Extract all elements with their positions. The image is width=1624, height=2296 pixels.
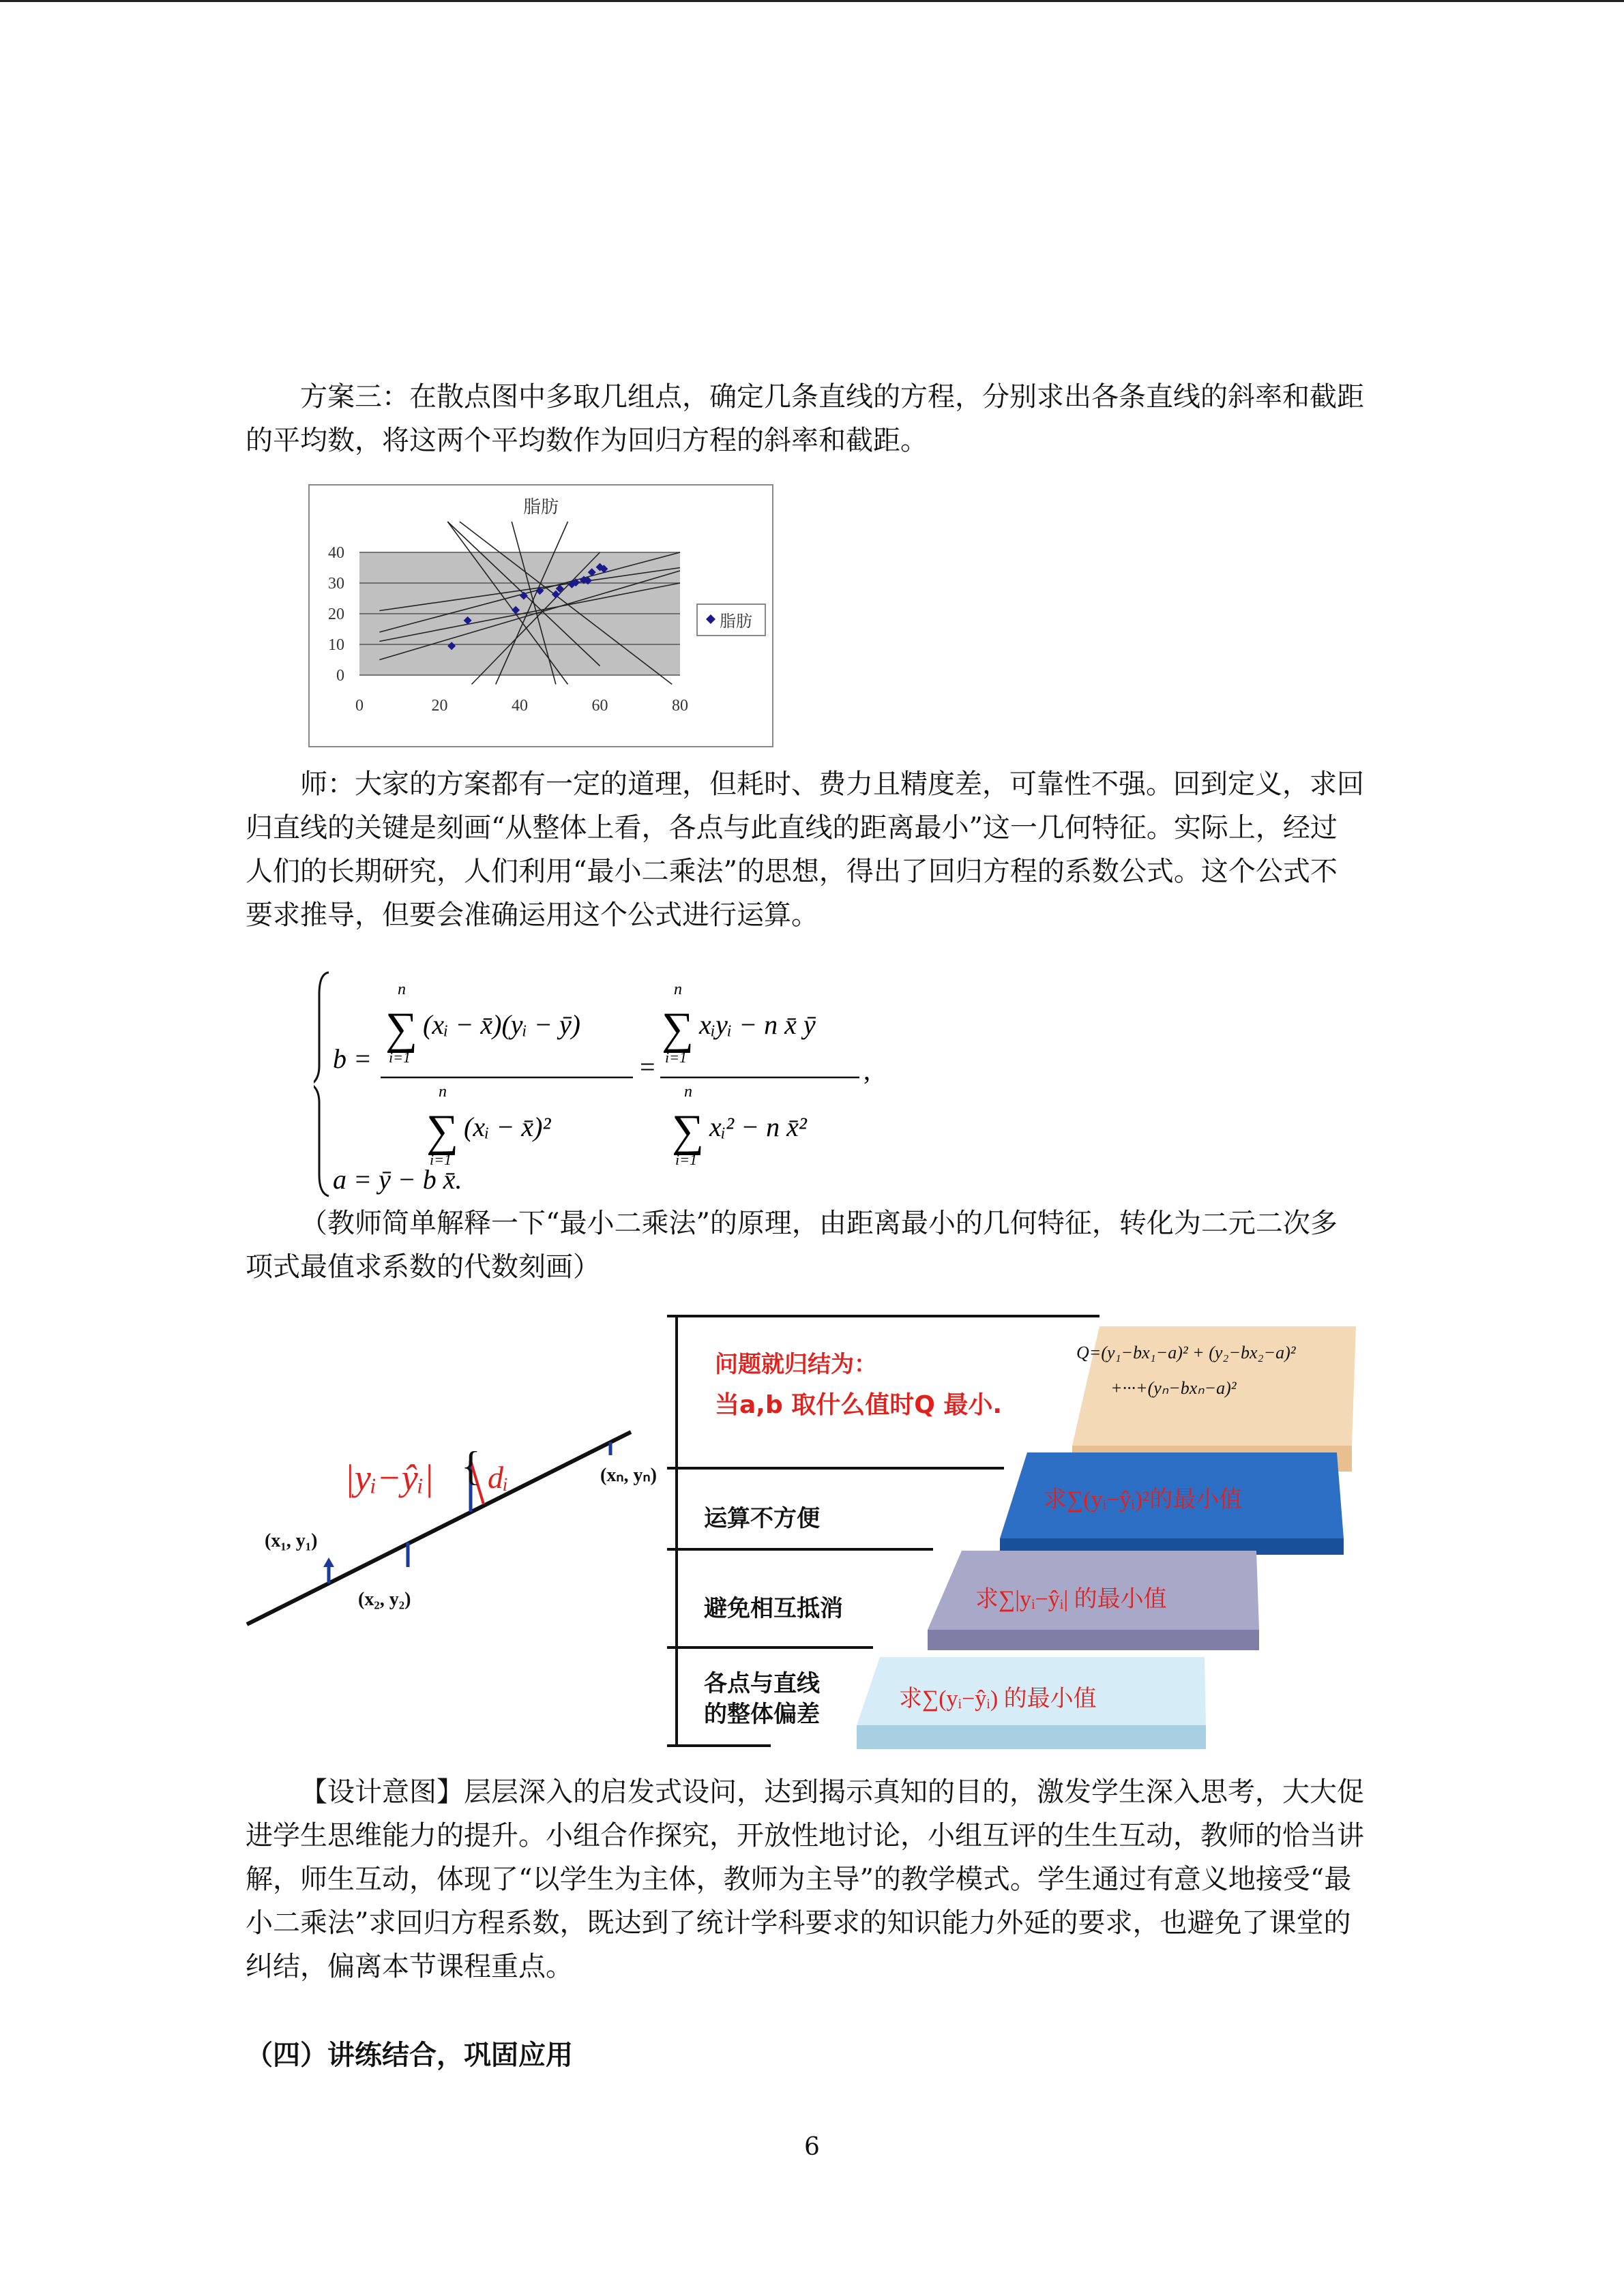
label-inconvenient: 运算不方便 bbox=[704, 1505, 820, 1532]
x-tick-label: 60 bbox=[591, 697, 608, 715]
q-formula-line-1: Q=(y₁−bx₁−a)² + (y₂−bx₂−a)² bbox=[1076, 1343, 1296, 1362]
paragraph-teacher: 师：大家的方案都有一定的道理，但耗时、费力且精度差，可靠性不强。回到定义，求回归直线的关键是刻画“从整体上看，各点与此直线的距离最小”这一几何特征。实际上，经过人们的长期研究，人们利用“最小二乘法”的思想，得出了回归方程的系数公式。这个公式不要求推导，但要会准确运用这个公式进行运算。 bbox=[246, 769, 1364, 931]
step-4 bbox=[857, 1657, 1206, 1749]
formula-sum-sub-4: i=1 bbox=[675, 1151, 697, 1168]
chart-title: 脂肪 bbox=[522, 497, 559, 517]
brace-icon: { bbox=[461, 1444, 481, 1489]
formula-sum-sub-1: i=1 bbox=[389, 1049, 411, 1066]
formula-denominator-2: xᵢ² − n x̄² bbox=[709, 1112, 807, 1142]
step-2-text: 求∑(yᵢ−ŷᵢ)²的最小值 bbox=[1044, 1487, 1243, 1512]
page-number: 6 bbox=[804, 2133, 820, 2161]
least-squares-diagram-svg bbox=[246, 1309, 1364, 1753]
y-tick-label: 10 bbox=[328, 636, 344, 654]
formula-sum-sup-3: n bbox=[674, 981, 682, 998]
q-formula-line-2: +···+(yₙ−bxₙ−a)² bbox=[1110, 1378, 1237, 1398]
formula-numerator-2: xᵢyᵢ − n x̄ ȳ bbox=[699, 1009, 816, 1040]
scatter-chart-svg bbox=[308, 484, 773, 747]
section-heading: （四）讲练结合，巩固应用 bbox=[246, 2039, 573, 2071]
step-4-side bbox=[857, 1725, 1206, 1749]
sum-icon: ∑ bbox=[662, 1004, 694, 1054]
arrow-up-icon bbox=[323, 1557, 334, 1567]
sum-icon: ∑ bbox=[385, 1004, 418, 1054]
paragraph-design-intent: 【设计意图】层层深入的启发式设问，达到揭示真知的目的，激发学生深入思考，大大促进学生思维能力的提升。小组合作探究，开放性地讨论，小组互评的生生互动，教师的恰当讲解，师生互动，体现了“以学生为主体，教师为主导”的教学模式。学生通过有意义地接受“最小二乘法”求回归方程系数，既达到了统计学科要求的知识能力外延的要求，也避免了课堂的纠结，偏离本节课程重点。 bbox=[246, 1776, 1364, 1982]
point-label-1: (x₁, y₁) bbox=[265, 1530, 318, 1551]
sum-icon: ∑ bbox=[672, 1106, 705, 1156]
y-tick-label: 0 bbox=[336, 667, 344, 685]
formula-brace bbox=[314, 972, 329, 1196]
y-tick-label: 30 bbox=[328, 575, 344, 593]
formula-a-line: a = ȳ − b x̄. bbox=[333, 1164, 462, 1195]
point-label-n: (xₙ, yₙ) bbox=[600, 1465, 657, 1486]
formula-equals: = bbox=[640, 1052, 655, 1082]
formula-sum-sup-4: n bbox=[684, 1083, 692, 1101]
label-overall-1: 各点与直线 bbox=[704, 1670, 820, 1697]
formula-sum-sup-1: n bbox=[398, 981, 406, 998]
formula-sum-sub-3: i=1 bbox=[665, 1049, 687, 1066]
step-top-line-1: 问题就归结为： bbox=[715, 1351, 877, 1378]
step-3 bbox=[928, 1551, 1259, 1650]
label-overall-2: 的整体偏差 bbox=[704, 1701, 820, 1728]
formula-sum-sub-2: i=1 bbox=[430, 1151, 452, 1168]
step-4-text: 求∑(yᵢ−ŷᵢ) 的最小值 bbox=[899, 1686, 1097, 1712]
page-top-rule bbox=[0, 0, 1624, 2]
label-avoid-cancel: 避免相互抵消 bbox=[704, 1595, 843, 1622]
formula-sum-sup-2: n bbox=[439, 1083, 447, 1101]
step-3-text: 求∑|yᵢ−ŷᵢ| 的最小值 bbox=[975, 1587, 1167, 1612]
residual-label: |yᵢ−ŷᵢ| bbox=[344, 1457, 434, 1498]
x-tick-label: 40 bbox=[512, 697, 528, 715]
step-3-side bbox=[928, 1630, 1259, 1650]
paragraph-scheme-three: 方案三：在散点图中多取几组点，确定几条直线的方程，分别求出各条直线的斜率和截距的平均数，将这两个平均数作为回归方程的斜率和截距。 bbox=[246, 381, 1364, 456]
x-tick-label: 0 bbox=[355, 697, 364, 715]
step-top-line-2: 当a,b 取什么值时Q 最小. bbox=[715, 1391, 1003, 1419]
paragraph-explain: （教师简单解释一下“最小二乘法”的原理，由距离最小的几何特征，转化为二元二次多项式最值求系数的代数刻画） bbox=[246, 1208, 1338, 1283]
formula-denominator-1: (xᵢ − x̄)² bbox=[464, 1112, 551, 1142]
x-tick-label: 80 bbox=[672, 697, 688, 715]
formula-comma: , bbox=[863, 1055, 870, 1086]
y-tick-label: 20 bbox=[328, 606, 344, 623]
distance-label: dᵢ bbox=[488, 1460, 509, 1495]
sum-icon: ∑ bbox=[426, 1106, 459, 1156]
regression-line bbox=[247, 1432, 631, 1624]
step-top bbox=[1072, 1326, 1356, 1472]
scatter-chart bbox=[308, 484, 773, 747]
least-squares-diagram bbox=[246, 1309, 1364, 1753]
x-tick-label: 20 bbox=[431, 697, 448, 715]
regression-formula bbox=[314, 967, 928, 1199]
point-label-2: (x₂, y₂) bbox=[358, 1589, 411, 1610]
step-2 bbox=[1000, 1452, 1344, 1555]
y-tick-label: 40 bbox=[328, 544, 344, 562]
legend-label: 脂肪 bbox=[720, 613, 752, 631]
formula-numerator-1: (xᵢ − x̄)(yᵢ − ȳ) bbox=[423, 1009, 580, 1040]
formula-b-lhs: b = bbox=[333, 1043, 372, 1074]
formula-svg bbox=[314, 967, 928, 1199]
